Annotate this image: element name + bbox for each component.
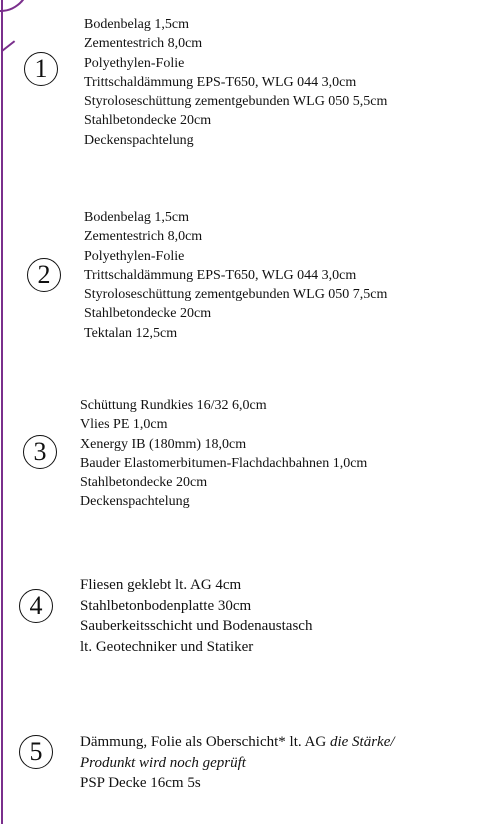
- layer-line: Stahlbetondecke 20cm: [84, 306, 212, 322]
- layer-line: Schüttung Rundkies 16/32 6,0cm: [80, 398, 267, 413]
- section-number-5: 5: [19, 735, 53, 769]
- layer-line: Styroloseschüttung zementgebunden WLG 050 5,5cm: [84, 94, 388, 110]
- layer-line-note: Produnkt wird noch geprüft: [80, 754, 246, 771]
- layer-line: Tektalan 12,5cm: [84, 325, 178, 341]
- layer-line: Deckenspachtelung: [84, 132, 194, 148]
- layer-line: Sauberkeitsschicht und Bodenaustasch: [80, 618, 313, 634]
- section-number-4: 4: [19, 589, 53, 623]
- layer-line: [80, 732, 395, 753]
- layer-line: Bodenbelag 1,5cm: [84, 17, 189, 32]
- layer-line: Zementestrich 8,0cm: [84, 229, 203, 245]
- layer-line: Zementestrich 8,0cm: [84, 36, 203, 52]
- layer-line: Xenergy IB (180mm) 18,0cm: [80, 436, 247, 452]
- layer-list-3: [80, 396, 367, 512]
- section-number-1: 1: [24, 52, 58, 86]
- layer-line: Stahlbetonbodenplatte 30cm: [80, 597, 252, 614]
- layer-line: Polyethylen-Folie: [84, 55, 185, 71]
- left-margin-line: [1, 0, 3, 824]
- margin-tick-mark: [1, 40, 15, 51]
- layer-line: PSP Decke 16cm 5s: [80, 775, 201, 791]
- layer-list-1: [84, 15, 387, 150]
- section-number-3: 3: [23, 435, 57, 469]
- layer-list-2: [84, 208, 387, 343]
- layer-line-note: die Stärke/: [329, 734, 395, 750]
- layer-line: Trittschaldämmung EPS-T650, WLG 044 3,0cm: [84, 267, 357, 283]
- layer-line: Vlies PE 1,0cm: [80, 417, 168, 433]
- layer-line: Fliesen geklebt lt. AG 4cm: [80, 577, 242, 593]
- layer-line: lt. Geotechniker und Statiker: [80, 638, 254, 655]
- corner-arc-mark: [0, 0, 32, 12]
- layer-line: Stahlbetondecke 20cm: [80, 475, 208, 491]
- layer-line: Stahlbetondecke 20cm: [84, 113, 212, 129]
- layer-line: Deckenspachtelung: [80, 494, 190, 510]
- layer-list-4: [80, 575, 312, 657]
- layer-line: Bauder Elastomerbitumen-Flachdachbahnen 1,0cm: [80, 455, 368, 471]
- layer-line: Polyethylen-Folie: [84, 248, 185, 264]
- layer-line: Trittschaldämmung EPS-T650, WLG 044 3,0cm: [84, 74, 357, 90]
- layer-list-5: [80, 732, 395, 794]
- layer-line: Styroloseschüttung zementgebunden WLG 050 7,5cm: [84, 287, 388, 303]
- layer-line-text: Dämmung, Folie als Oberschicht* lt. AG: [80, 734, 330, 750]
- section-number-2: 2: [27, 258, 61, 292]
- layer-line: Bodenbelag 1,5cm: [84, 210, 189, 225]
